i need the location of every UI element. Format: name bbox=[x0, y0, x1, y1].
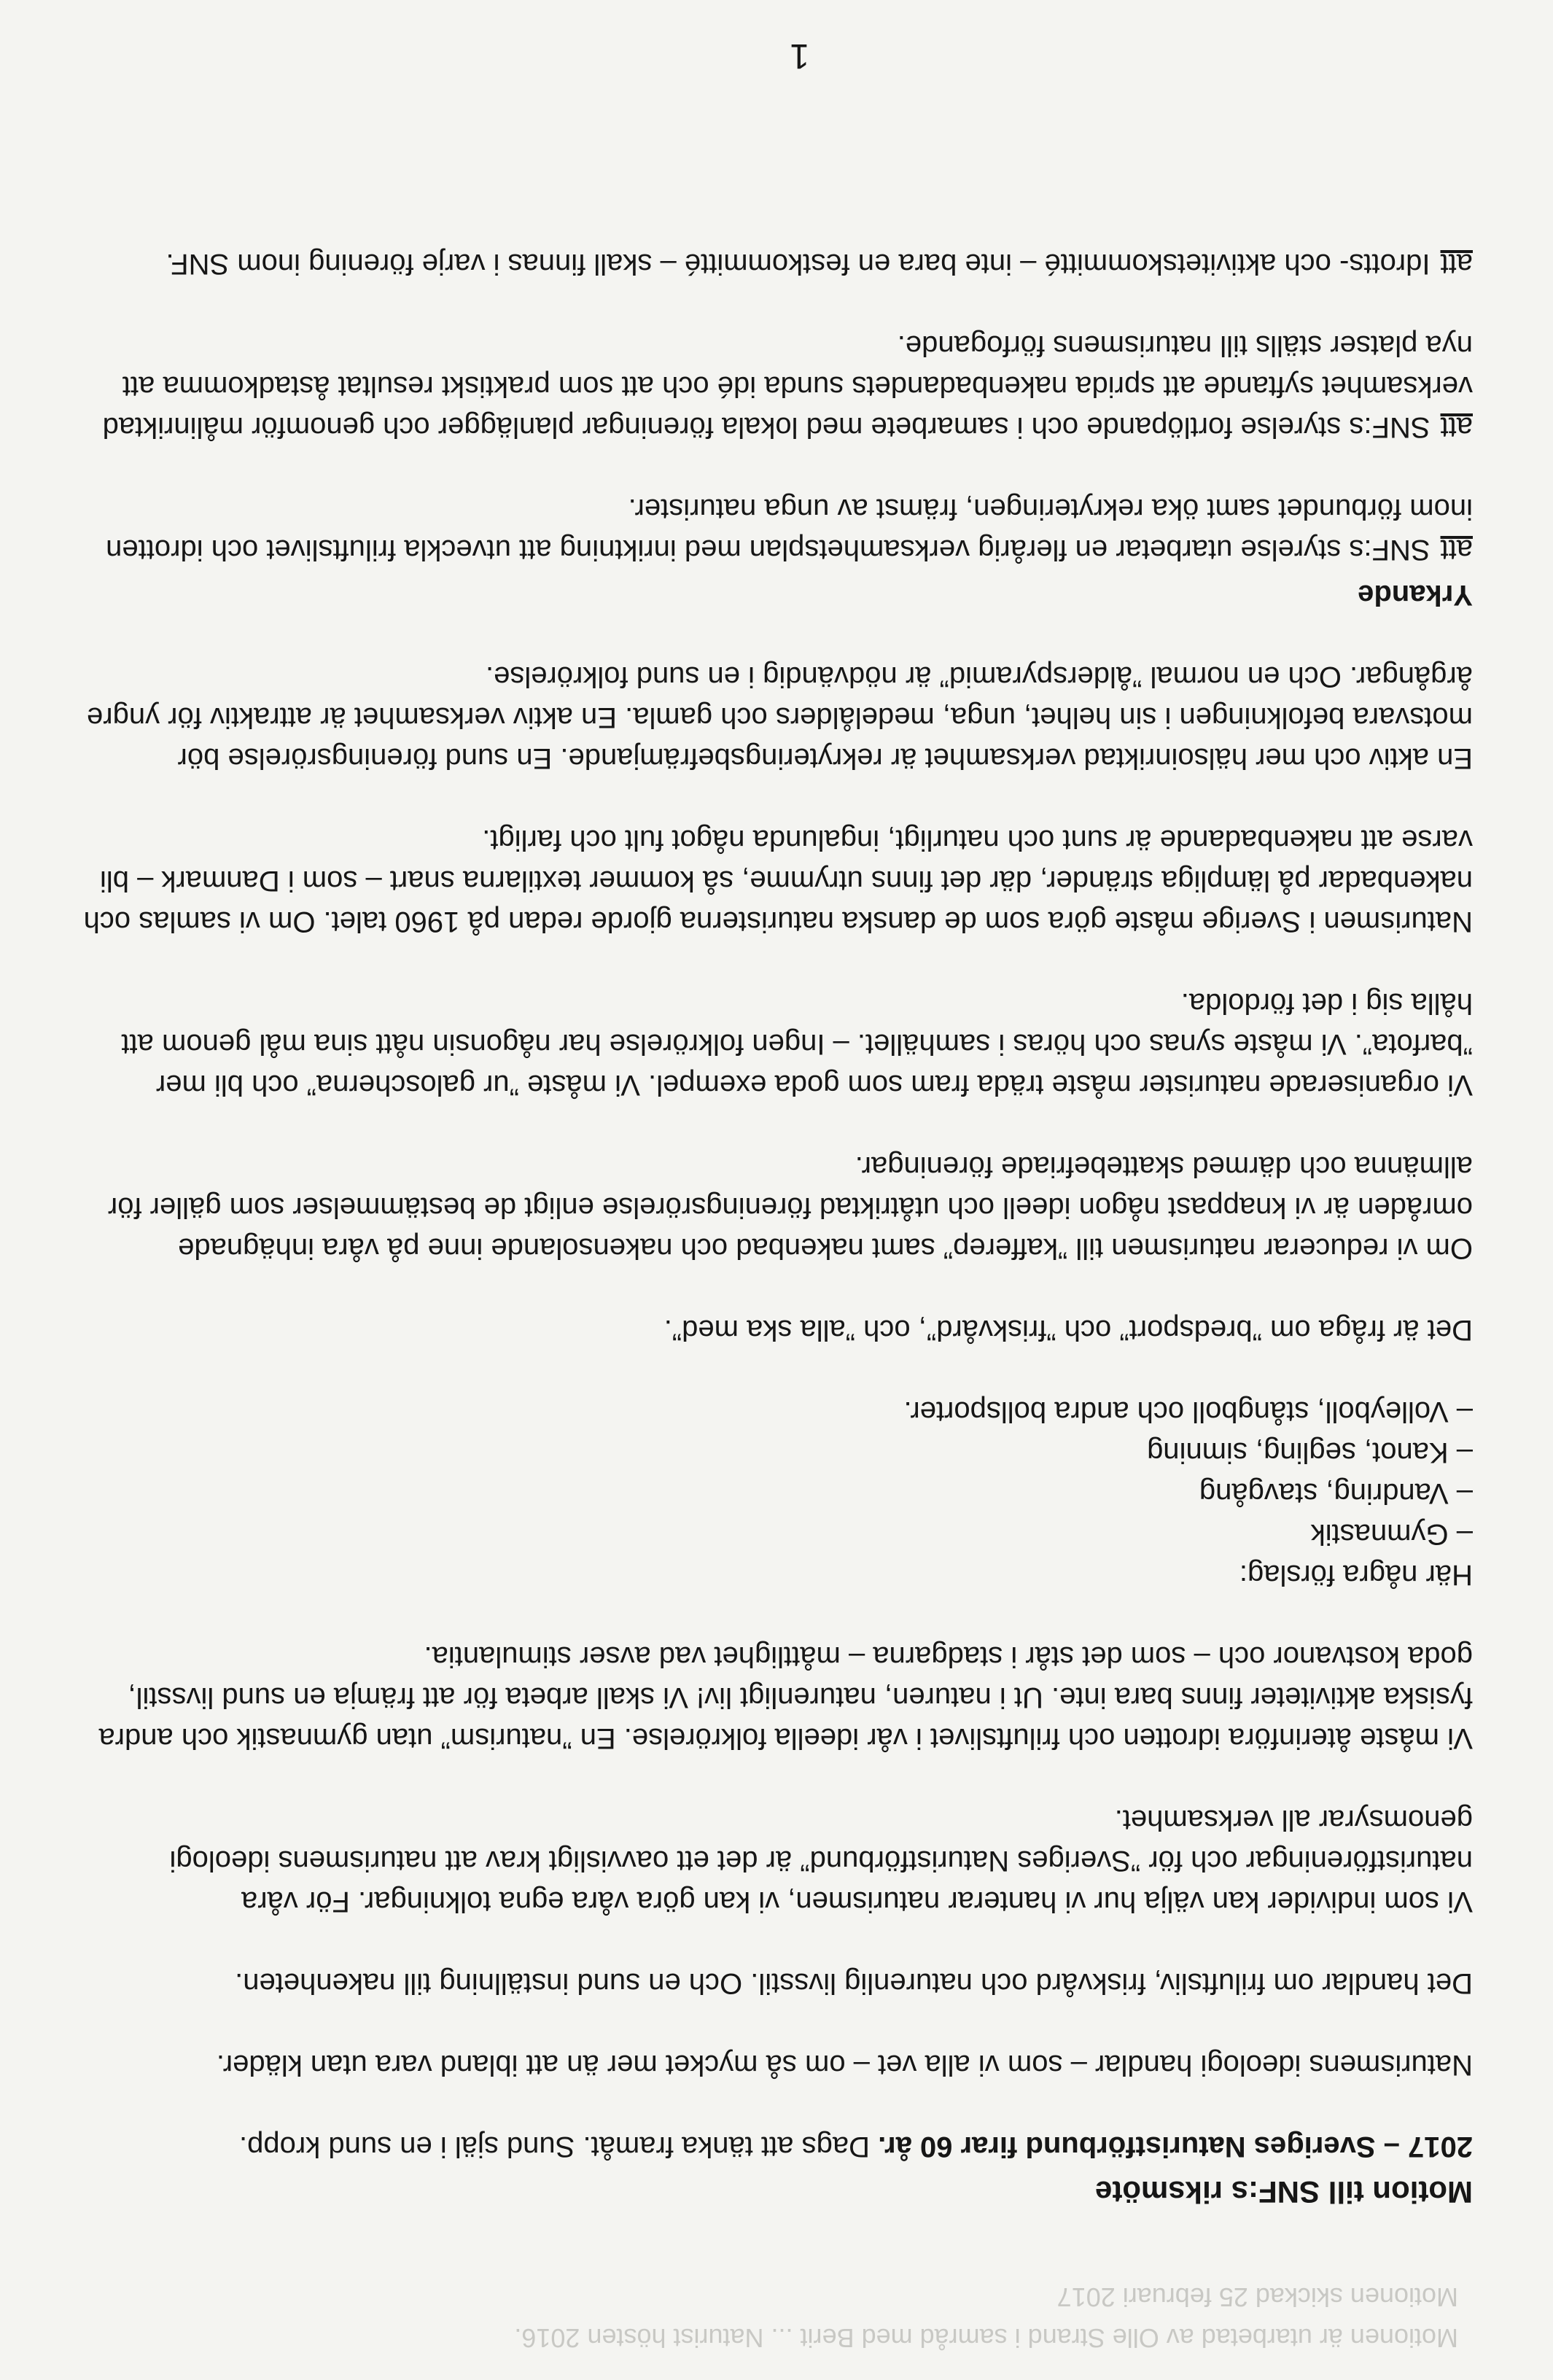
att-keyword: att bbox=[1440, 411, 1473, 443]
faint-header-line: Motionen är utarbetad av Olle Strand i samråd med Berit ... Naturist hösten 2016. bbox=[514, 2323, 1458, 2353]
body-paragraph: Naturismen i Sverige måste göra som de danska naturisterna gjorde redan på 1960 talet. Om vi samlas och nakenbadar på lämpliga stränder, där det finns utrymme, så kommer textilarna snart – som i Danmark – bli varse att nakenbadande är sunt och naturligt, ingalunda något fult och farligt. bbox=[83, 824, 1473, 938]
yrkande-item bbox=[80, 244, 1473, 284]
faint-header-line: Motionen skickad 25 februari 2017 bbox=[1056, 2282, 1458, 2312]
lead-paragraph bbox=[80, 2126, 1473, 2167]
body-paragraph: Det är fråga om ”bredsport” och ”friskvård”, och ”alla ska med”. bbox=[663, 1314, 1473, 1346]
body-paragraph: Om vi reducerar naturismen till ”kafferep” samt nakenbad och nakensolande inne på våra inhägnade områden är vi knappast någon ideell och utåtriktad föreningsrörelse enligt de bestämmelser som gäller för allmänna och därmed skattebefriade föreningar. bbox=[107, 1151, 1473, 1264]
sports-list-item: – Gymnastik bbox=[1310, 1518, 1473, 1550]
yrkande-text: SNF:s styrelse fortlöpande och i samarbete med lokala föreningar planlägger och genomför målinriktad verksamhet syftande att sprida nakenbadandets sunda idé och att som praktiskt resultat åstadkomma att nya platser ställs till naturismens förfogande. bbox=[102, 330, 1473, 443]
yrkande-heading: Yrkande bbox=[1358, 579, 1473, 611]
intro-paragraph: Det handlar om friluftsliv, friskvård och naturenlig livsstil. Och en sund inställning till nakenheten. bbox=[235, 1967, 1473, 1999]
sports-list-item: – Volleyboll, stångboll och andra bollsporter. bbox=[903, 1396, 1473, 1428]
document-body bbox=[80, 203, 1473, 2212]
yrkande-item bbox=[80, 325, 1473, 448]
faint-header bbox=[514, 2276, 1458, 2358]
yrkande-text: SNF:s styrelse utarbetar en flerårig verksamhetsplan med inriktning att utveckla friluftslivet och idrotten inom förbundet samt öka rekryteringen, främst av unga naturister. bbox=[106, 493, 1473, 566]
body-paragraph: Vi organiserade naturister måste träda fram som goda exempel. Vi måste ”ur galoscherna” och bli mer ”barfota”. Vi måste synas och höras i samhället. – Ingen folkrörelse har någonsin nått sina mål genom att hålla sig i det fördolda. bbox=[121, 987, 1473, 1101]
lead-rest: Dags att tänka framåt. Sund själ i en sund kropp. bbox=[239, 2131, 879, 2163]
intro-paragraph: Vi måste återinföra idrotten och friluftslivet i vår ideella folkrörelse. En ”naturism” utan gymnastik och andra fysiska aktiviteter finns bara inte. Ut i naturen, naturenligt liv! Vi skall arbeta för att främja en sund livsstil, goda kostvanor och – som det står i stadgarna – måttlighet vad avser stimulantia. bbox=[98, 1641, 1473, 1754]
sports-list-item: – Kanot, segling, simning bbox=[1147, 1436, 1473, 1469]
body-paragraph: En aktiv och mer hälsoinriktad verksamhet är rekryteringsbefrämjande. En sund föreningsrörelse bör motsvara befolkningen i sin helhet, unga, medelålders och gamla. En aktiv verksamhet är attraktiv för yngre årgångar. Och en normal ”ålderspyramid” är nödvändig i en sund folkrörelse. bbox=[87, 661, 1473, 774]
lead-bold: 2017 – Sveriges Naturistförbund firar 60 år. bbox=[878, 2131, 1473, 2163]
page-number: 1 bbox=[790, 36, 809, 75]
intro-paragraph: Vi som individer kan välja hur vi hanterar naturismen, vi kan göra våra egna tolkningar. För våra naturistföreningar och för ”Sveriges Naturistförbund” är det ett oavvisligt krav att naturismens ideologi genomsyrar all verksamhet. bbox=[169, 1804, 1473, 1918]
intro-paragraph: Naturismens ideologi handlar – som vi alla vet – om så mycket mer än att ibland vara utan kläder. bbox=[216, 2049, 1473, 2081]
yrkande-text: Idrotts- och aktivitetskommitté – inte bara en festkommitté – skall finnas i varje förening inom SNF. bbox=[166, 248, 1431, 280]
att-keyword: att bbox=[1440, 248, 1473, 280]
yrkande-item bbox=[80, 489, 1473, 570]
proposals-intro: Här några förslag: bbox=[1239, 1559, 1473, 1591]
sports-list-item: – Vandring, stavgång bbox=[1199, 1477, 1473, 1509]
att-keyword: att bbox=[1440, 534, 1473, 566]
sports-list bbox=[80, 1391, 1473, 1555]
document-title: Motion till SNF:s riksmöte bbox=[1094, 2175, 1473, 2209]
